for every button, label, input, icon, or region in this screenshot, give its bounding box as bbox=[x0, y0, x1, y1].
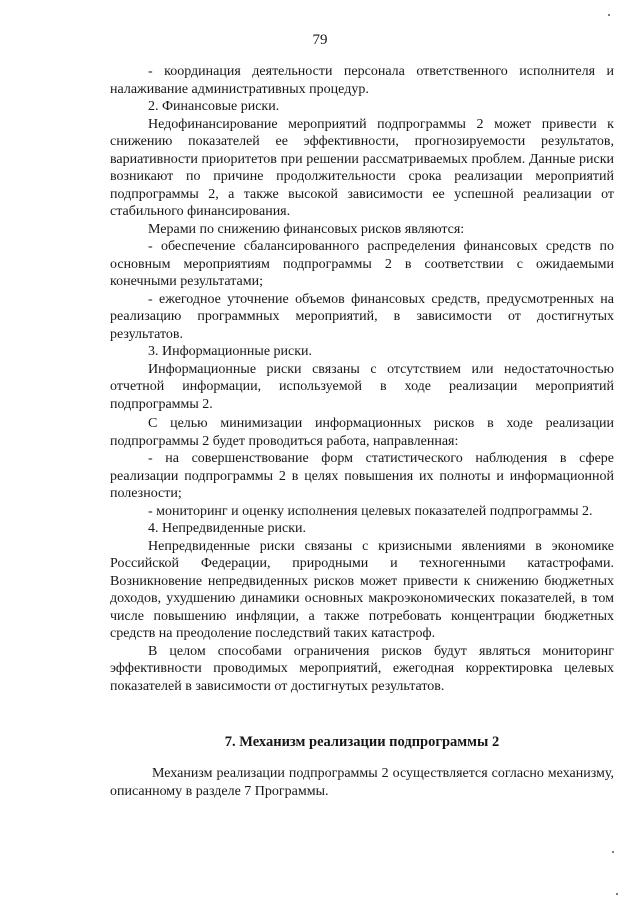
scan-speck bbox=[608, 14, 610, 16]
scan-speck bbox=[612, 851, 614, 853]
paragraph-risk-limitation: В целом способами ограничения рисков будут являться мониторинг эффективности проводимых мероприятий, ежегодная корректировка целевых показателей в зависимости от достигнутых результатов. bbox=[110, 643, 614, 694]
body-text bbox=[110, 63, 614, 695]
list-item-annual-refinement: - ежегодное уточнение объемов финансовых средств, предусмотренных на реализацию программных мероприятий, в зависимости от достигнутых результатов. bbox=[110, 291, 614, 342]
heading-information-risks: 3. Информационные риски. bbox=[148, 344, 313, 359]
paragraph-unforeseen-risks: Непредвиденные риски связаны с кризисными явлениями в экономике Российской Федерации, природными и техногенными катастрофами. Возникновение непредвиденных рисков может привести к снижению бюджетных доходов, ухудшению динамики основных макроэкономических показателей, в том числе повышению инфляции, а также потребовать концентрации бюджетных средств на преодоление последствий таких катастроф. bbox=[110, 538, 614, 641]
closing-text bbox=[110, 765, 614, 800]
heading-financial-risks: 2. Финансовые риски. bbox=[148, 99, 280, 114]
paragraph-information-risks: Информационные риски связаны с отсутствием или недостаточностью отчетной информации, используемой в ходе реализации мероприятий подпрограммы 2. bbox=[110, 361, 614, 412]
section-heading: 7. Механизм реализации подпрограммы 2 bbox=[224, 734, 500, 750]
page-number: 79 bbox=[312, 32, 328, 48]
heading-unforeseen-risks: 4. Непредвиденные риски. bbox=[148, 521, 307, 536]
list-item-statistical-forms: - на совершенствование форм статистического наблюдения в сфере реализации подпрограммы 2 в целях повышения их полноты и информационной полезности; bbox=[110, 451, 614, 501]
scan-speck bbox=[616, 893, 618, 895]
list-item-monitoring: - мониторинг и оценку исполнения целевых показателей подпрограммы 2. bbox=[148, 503, 593, 519]
list-item-balanced-distribution: - обеспечение сбалансированного распределения финансовых средств по основным мероприятиям подпрограммы 2 в соответствии с ожидаемыми конечными результатами; bbox=[110, 239, 614, 289]
paragraph-financial-measures-intro: Мерами по снижению финансовых рисков являются: bbox=[148, 221, 465, 237]
paragraph-mechanism: Механизм реализации подпрограммы 2 осуществляется согласно механизму, описанному в разделе 7 Программы. bbox=[110, 766, 614, 799]
paragraph-coordination: - координация деятельности персонала ответственного исполнителя и налаживание административных процедур. bbox=[110, 64, 614, 97]
paragraph-minimization-intro: С целью минимизации информационных рисков в ходе реализации подпрограммы 2 будет проводиться работа, направленная: bbox=[110, 416, 614, 449]
paragraph-underfunding: Недофинансирование мероприятий подпрограммы 2 может привести к снижению показателей ее эффективности, прогнозируемости результатов, вариативности приоритетов при решении рассматриваемых проблем. Данные риски возникают по причине продолжительности срока реализации мероприятий подпрограммы 2, а также высокой зависимости ее успешной реализации от стабильного финансирования. bbox=[110, 116, 614, 219]
